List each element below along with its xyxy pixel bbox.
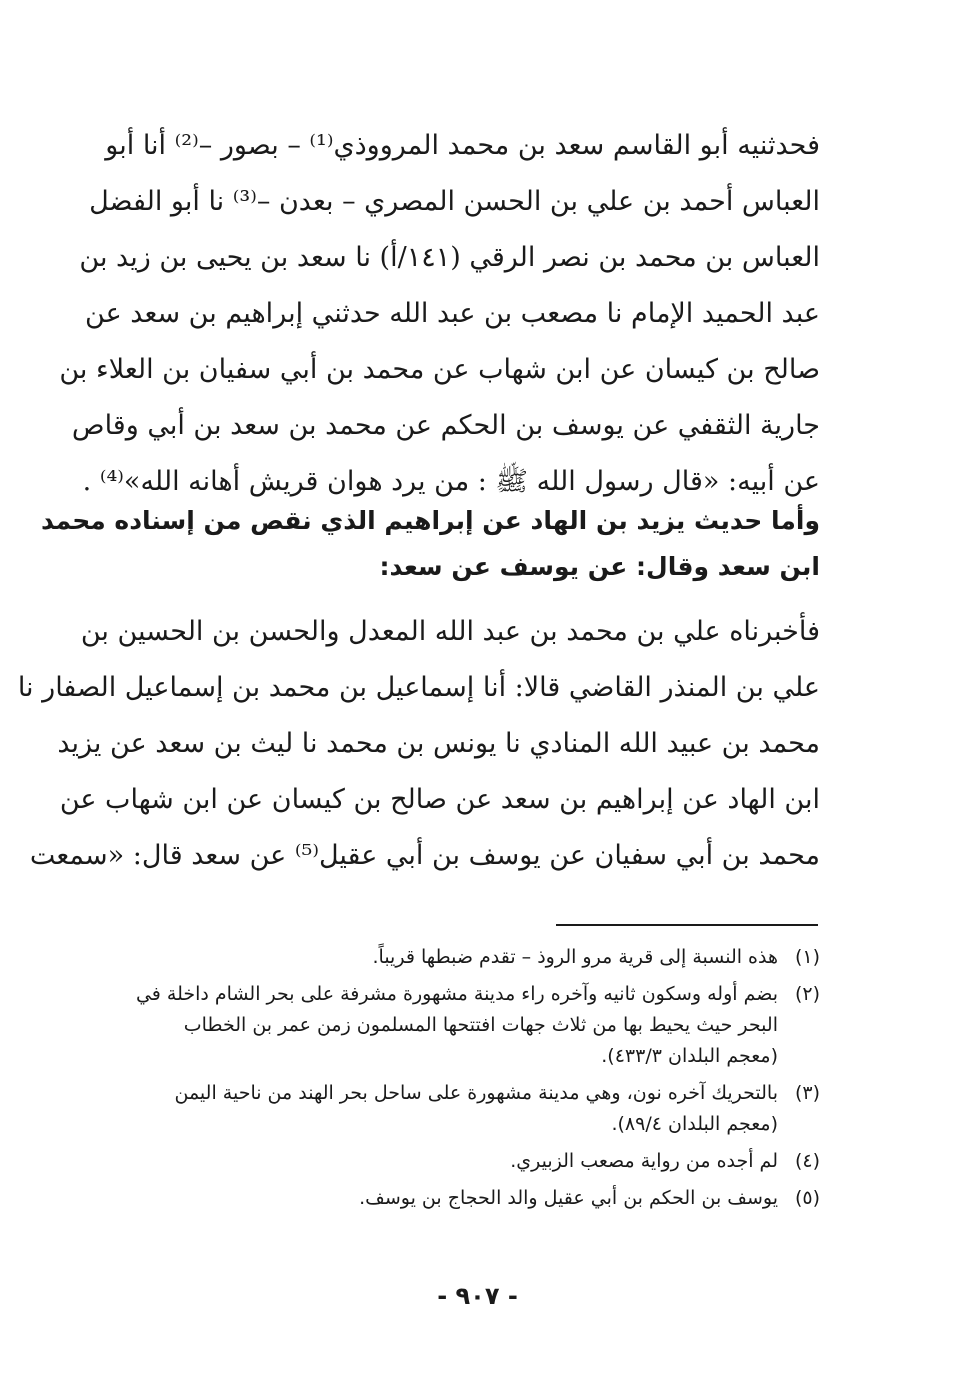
- text-line: صالح بن كيسان عن ابن شهاب عن محمد بن أبي سفيان بن العلاء بن: [59, 354, 820, 385]
- text-line: فأخبرناه علي بن محمد بن عبد الله المعدل والحسن بن الحسين بن: [80, 616, 820, 647]
- footnote-number: (٢): [794, 983, 820, 1005]
- section-heading: [41, 498, 820, 590]
- text-line: عبد الحميد الإمام نا مصعب بن عبد الله حدثني إبراهيم بن سعد عن: [85, 298, 820, 329]
- text-line: عن أبيه: «قال رسول الله ﷺ : من يرد هوان قريش أهانه الله»⁽⁴⁾ .: [82, 466, 820, 497]
- footnote-3: [112, 1078, 820, 1140]
- footnote-number: (١): [794, 946, 820, 968]
- footnote-text: يوسف بن الحكم بن أبي عقيل والد الحجاج بن يوسف.: [359, 1187, 778, 1209]
- text-line: فحدثنيه أبو القاسم سعد بن محمد المرووذي⁽¹⁾ – بصور –⁽²⁾ أنا أبو: [105, 130, 820, 161]
- footnote-5: [112, 1183, 820, 1214]
- footnote-text: هذه النسبة إلى قرية مرو الروذ – تقدم ضبطها قريباً.: [372, 946, 778, 968]
- text-line: محمد بن أبي سفيان عن يوسف بن أبي عقيل⁽⁵⁾ عن سعد قال: «سمعت: [29, 840, 820, 871]
- paragraph-isnad-2: [17, 604, 820, 884]
- footnote-text: البحر حيث يحيط بها من ثلاث جهات افتتحها المسلمون زمن عمر بن الخطاب: [183, 1014, 778, 1036]
- footnote-text: بالتحريك آخره نون، وهي مدينة مشهورة على ساحل بحر الهند من ناحية اليمن: [174, 1082, 778, 1104]
- footnote-number: (٣): [794, 1082, 820, 1104]
- paragraph-isnad-1: [59, 118, 820, 510]
- footnotes: [112, 942, 820, 1220]
- footnote-4: [112, 1146, 820, 1177]
- footnote-1: [112, 942, 820, 973]
- footnote-text: لم أجده من رواية مصعب الزبيري.: [510, 1150, 778, 1172]
- text-line: علي بن المنذر القاضي قالا: أنا إسماعيل بن محمد بن إسماعيل الصفار نا: [17, 672, 820, 703]
- footnote-2: [112, 979, 820, 1072]
- text-line: ابن الهاد عن إبراهيم بن سعد عن صالح بن كيسان عن ابن شهاب عن: [59, 784, 820, 815]
- text-line: محمد بن عبيد الله المنادي نا يونس بن محمد نا ليث بن سعد عن يزيد: [57, 728, 820, 759]
- page-number: - ٩٠٧ -: [437, 1282, 518, 1310]
- heading-line: ابن سعد وقال: عن يوسف عن سعد:: [379, 552, 820, 581]
- footnote-text: (معجم البلدان ٤٣٣/٣).: [601, 1045, 778, 1067]
- text-line: جارية الثقفي عن يوسف بن الحكم عن محمد بن سعد بن أبي وقاص: [71, 410, 820, 441]
- footnote-number: (٥): [794, 1187, 820, 1209]
- footnote-text: (معجم البلدان ٨٩/٤).: [611, 1113, 778, 1135]
- footnote-divider: [556, 924, 818, 926]
- heading-line: وأما حديث يزيد بن الهاد عن إبراهيم الذي نقص من إسناده محمد: [41, 506, 820, 535]
- text-line: العباس بن محمد بن نصر الرقي (١٤١/أ) نا سعد بن يحيى بن زيد بن: [79, 242, 820, 273]
- footnote-text: بضم أوله وسكون ثانيه وآخره راء مدينة مشهورة مشرفة على بحر الشام داخلة في: [135, 983, 778, 1005]
- footnote-number: (٤): [794, 1150, 820, 1172]
- text-line: العباس أحمد بن علي بن الحسن المصري – بعدن –⁽³⁾ نا أبو الفضل: [89, 186, 820, 217]
